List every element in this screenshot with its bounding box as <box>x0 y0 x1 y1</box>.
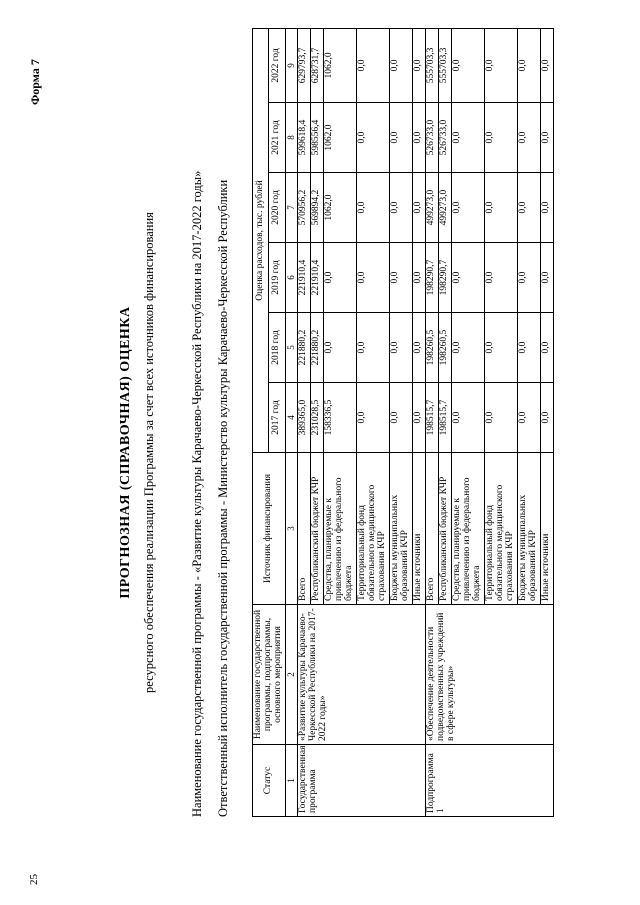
value-cell: 1062,0 <box>324 28 357 102</box>
value-cell: 1062,0 <box>324 103 357 173</box>
header-source: Источник финансирования <box>253 453 286 605</box>
value-cell: 198515,7 <box>438 383 451 453</box>
value-cell: 0,0 <box>540 103 553 173</box>
source-cell: Республиканский бюджет КЧР <box>438 453 451 605</box>
value-cell: 569894,2 <box>311 173 324 243</box>
value-cell: 198290,7 <box>438 243 451 313</box>
form-label: Форма 7 <box>28 59 42 105</box>
value-cell: 0,0 <box>451 383 484 453</box>
value-cell: 0,0 <box>517 313 540 383</box>
value-cell: 0,0 <box>413 313 426 383</box>
value-cell: 198260,5 <box>438 313 451 383</box>
header-year: 2021 год <box>269 103 285 173</box>
table-row <box>426 28 439 816</box>
value-cell: 0,0 <box>390 103 413 173</box>
source-cell: Иные источники <box>540 453 553 605</box>
source-cell: Территориальный фонд обязательного медицинского страхования КЧР <box>484 453 517 605</box>
value-cell: 0,0 <box>484 28 517 102</box>
page-number: 25 <box>28 874 40 885</box>
value-cell: 570956,2 <box>298 173 311 243</box>
value-cell: 555703,3 <box>438 28 451 102</box>
value-cell: 389365,0 <box>298 383 311 453</box>
value-cell: 0,0 <box>413 103 426 173</box>
column-number: 5 <box>285 313 297 383</box>
value-cell: 0,0 <box>451 103 484 173</box>
value-cell: 598556,4 <box>311 103 324 173</box>
value-cell: 0,0 <box>451 28 484 102</box>
value-cell: 0,0 <box>357 243 390 313</box>
source-cell: Территориальный фонд обязательного медицинского страхования КЧР <box>357 453 390 605</box>
value-cell: 198260,5 <box>426 313 439 383</box>
value-cell: 0,0 <box>451 313 484 383</box>
value-cell: 0,0 <box>484 313 517 383</box>
header-status: Статус <box>253 745 286 817</box>
value-cell: 0,0 <box>390 243 413 313</box>
value-cell: 0,0 <box>540 383 553 453</box>
value-cell: 0,0 <box>390 313 413 383</box>
source-cell: Средства, планируемые к привлечению из федерального бюджета <box>324 453 357 605</box>
value-cell: 0,0 <box>357 383 390 453</box>
value-cell: 0,0 <box>517 383 540 453</box>
value-cell: 0,0 <box>451 243 484 313</box>
value-cell: 0,0 <box>451 173 484 243</box>
value-cell: 0,0 <box>390 383 413 453</box>
value-cell: 0,0 <box>324 243 357 313</box>
value-cell: 0,0 <box>484 243 517 313</box>
program-name-cell: «Обеспечение деятельности подведомственных учреждений в сфере культуры» <box>426 605 554 745</box>
source-cell: Бюджеты муниципальных образований КЧР <box>390 453 413 605</box>
table-row <box>298 28 311 816</box>
value-cell: 221910,4 <box>311 243 324 313</box>
header-year: 2018 год <box>269 313 285 383</box>
program-name-line: Наименование государственной программы - «Развитие культуры Карачаево-Черкесской Республики на 2017-2022 годы» <box>190 170 204 817</box>
source-cell: Бюджеты муниципальных образований КЧР <box>517 453 540 605</box>
value-cell: 499273,0 <box>438 173 451 243</box>
value-cell: 221880,2 <box>311 313 324 383</box>
value-cell: 0,0 <box>517 173 540 243</box>
value-cell: 0,0 <box>390 28 413 102</box>
source-cell: Всего <box>426 453 439 605</box>
value-cell: 0,0 <box>413 383 426 453</box>
value-cell: 628731,7 <box>311 28 324 102</box>
document-title: ПРОГНОЗНАЯ (СПРАВОЧНАЯ) ОЦЕНКА <box>118 306 133 599</box>
source-cell: Республиканский бюджет КЧР <box>311 453 324 605</box>
value-cell: 599618,4 <box>298 103 311 173</box>
value-cell: 0,0 <box>357 173 390 243</box>
header-year: 2019 год <box>269 243 285 313</box>
column-number: 8 <box>285 103 297 173</box>
header-year: 2022 год <box>269 28 285 102</box>
value-cell: 198290,7 <box>426 243 439 313</box>
header-year: 2017 год <box>269 383 285 453</box>
column-number-row <box>285 28 297 816</box>
value-cell: 499273,0 <box>426 173 439 243</box>
value-cell: 231028,5 <box>311 383 324 453</box>
value-cell: 0,0 <box>413 173 426 243</box>
value-cell: 629793,7 <box>298 28 311 102</box>
value-cell: 0,0 <box>540 313 553 383</box>
value-cell: 0,0 <box>484 103 517 173</box>
document-subtitle: ресурсного обеспечения реализации Программы за счет всех источников финансирования <box>142 212 156 693</box>
value-cell: 0,0 <box>540 28 553 102</box>
source-cell: Иные источники <box>413 453 426 605</box>
source-cell: Средства, планируемые к привлечению из федерального бюджета <box>451 453 484 605</box>
value-cell: 0,0 <box>517 243 540 313</box>
value-cell: 0,0 <box>413 243 426 313</box>
value-cell: 1062,0 <box>324 173 357 243</box>
value-cell: 221880,2 <box>298 313 311 383</box>
value-cell: 0,0 <box>540 243 553 313</box>
header-year: 2020 год <box>269 173 285 243</box>
value-cell: 0,0 <box>484 173 517 243</box>
value-cell: 0,0 <box>517 103 540 173</box>
column-number: 4 <box>285 383 297 453</box>
column-number: 6 <box>285 243 297 313</box>
header-row <box>253 28 269 816</box>
column-number: 1 <box>285 745 297 817</box>
header-name: Наименование государственной программы, подпрограммы, основного мероприятия <box>253 605 286 745</box>
funding-table <box>252 28 554 817</box>
column-number: 3 <box>285 453 297 605</box>
value-cell: 0,0 <box>324 313 357 383</box>
value-cell: 158336,5 <box>324 383 357 453</box>
status-cell: Государственная программа <box>298 745 426 817</box>
value-cell: 555703,3 <box>426 28 439 102</box>
column-number: 7 <box>285 173 297 243</box>
value-cell: 526733,0 <box>438 103 451 173</box>
value-cell: 526733,0 <box>426 103 439 173</box>
executor-line: Ответственный исполнитель государственной программы - Министерство культуры Карачаево-Черкесской Республики <box>216 179 230 817</box>
value-cell: 0,0 <box>390 173 413 243</box>
value-cell: 198515,7 <box>426 383 439 453</box>
value-cell: 0,0 <box>484 383 517 453</box>
value-cell: 0,0 <box>540 173 553 243</box>
value-cell: 0,0 <box>357 28 390 102</box>
source-cell: Всего <box>298 453 311 605</box>
value-cell: 0,0 <box>357 313 390 383</box>
value-cell: 0,0 <box>357 103 390 173</box>
value-cell: 221910,4 <box>298 243 311 313</box>
value-cell: 0,0 <box>413 28 426 102</box>
status-cell: Подпрограмма 1 <box>426 745 554 817</box>
column-number: 2 <box>285 605 297 745</box>
column-number: 9 <box>285 28 297 102</box>
value-cell: 0,0 <box>517 28 540 102</box>
program-name-cell: «Развитие культуры Карачаево-Черкесской Республики на 2017-2022 годы» <box>298 605 426 745</box>
header-estimate: Оценка расходов, тыс. рублей <box>253 28 269 452</box>
